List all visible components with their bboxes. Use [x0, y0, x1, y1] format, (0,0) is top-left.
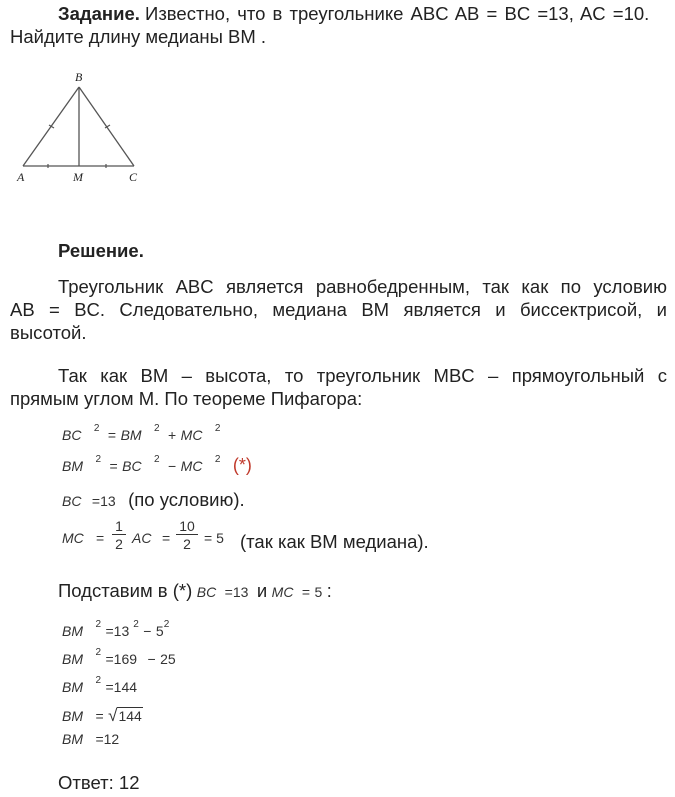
step-1: BM $^2$ =13 $^2$ − 5$^2$: [62, 619, 170, 639]
solution-p2-line2: прямым углом M. По теореме Пифагора:: [10, 388, 363, 409]
task-line-1: [58, 3, 649, 25]
formula-1: BC $^2$ = BM $^2$ + MC $^2$: [62, 423, 221, 443]
solution-p1-line1: Треугольник ABC является равнобедренным, так как по условию: [58, 276, 667, 297]
formula-4-lhs: MC: [62, 530, 84, 546]
solution-p1-line2: AB = BC. Следовательно, медиана BM является и биссектрисой, и: [10, 299, 667, 320]
task-line-2: Найдите длину медианы BM .: [10, 26, 267, 47]
task-label: Задание.: [58, 3, 140, 24]
solution-heading: Решение.: [58, 240, 144, 261]
sqrt-sign: √: [108, 706, 118, 725]
fraction-2: 10 2: [176, 518, 198, 553]
triangle-figure: [14, 68, 149, 188]
step-3: BM $^2$ =144: [62, 675, 138, 695]
formula-4-result: = 5: [204, 530, 224, 546]
substitute-line: Подставим в (*) BC =13 и MC = 5 :: [58, 580, 332, 601]
fraction-1: 1 2: [112, 518, 126, 553]
formula-2: BM $^2$ = BC $^2$ − MC $^2$ (*): [62, 454, 252, 475]
radicand: 144: [118, 708, 142, 724]
answer: Ответ: 12: [58, 772, 140, 793]
formula-3: BC =13 (по условию).: [62, 489, 245, 510]
label-c: C: [129, 170, 138, 184]
step-4: BM = √144: [62, 706, 142, 725]
label-m: M: [73, 170, 83, 184]
solution-p2-line1: Так как BM – высота, то треугольник MBC – прямоугольный с: [58, 365, 667, 386]
task-text: Известно, что в треугольнике ABC AB = BC =13, AC =10.: [145, 3, 650, 24]
label-b: B: [75, 70, 83, 84]
label-a: A: [17, 170, 25, 184]
step-5: BM =12: [62, 731, 120, 747]
equation-mark: (*): [232, 455, 252, 475]
step-2: BM $^2$ =169 − 25: [62, 647, 176, 667]
formula-4-note: (так как BM медиана).: [240, 531, 429, 552]
solution-p1-line3: высотой.: [10, 322, 87, 343]
